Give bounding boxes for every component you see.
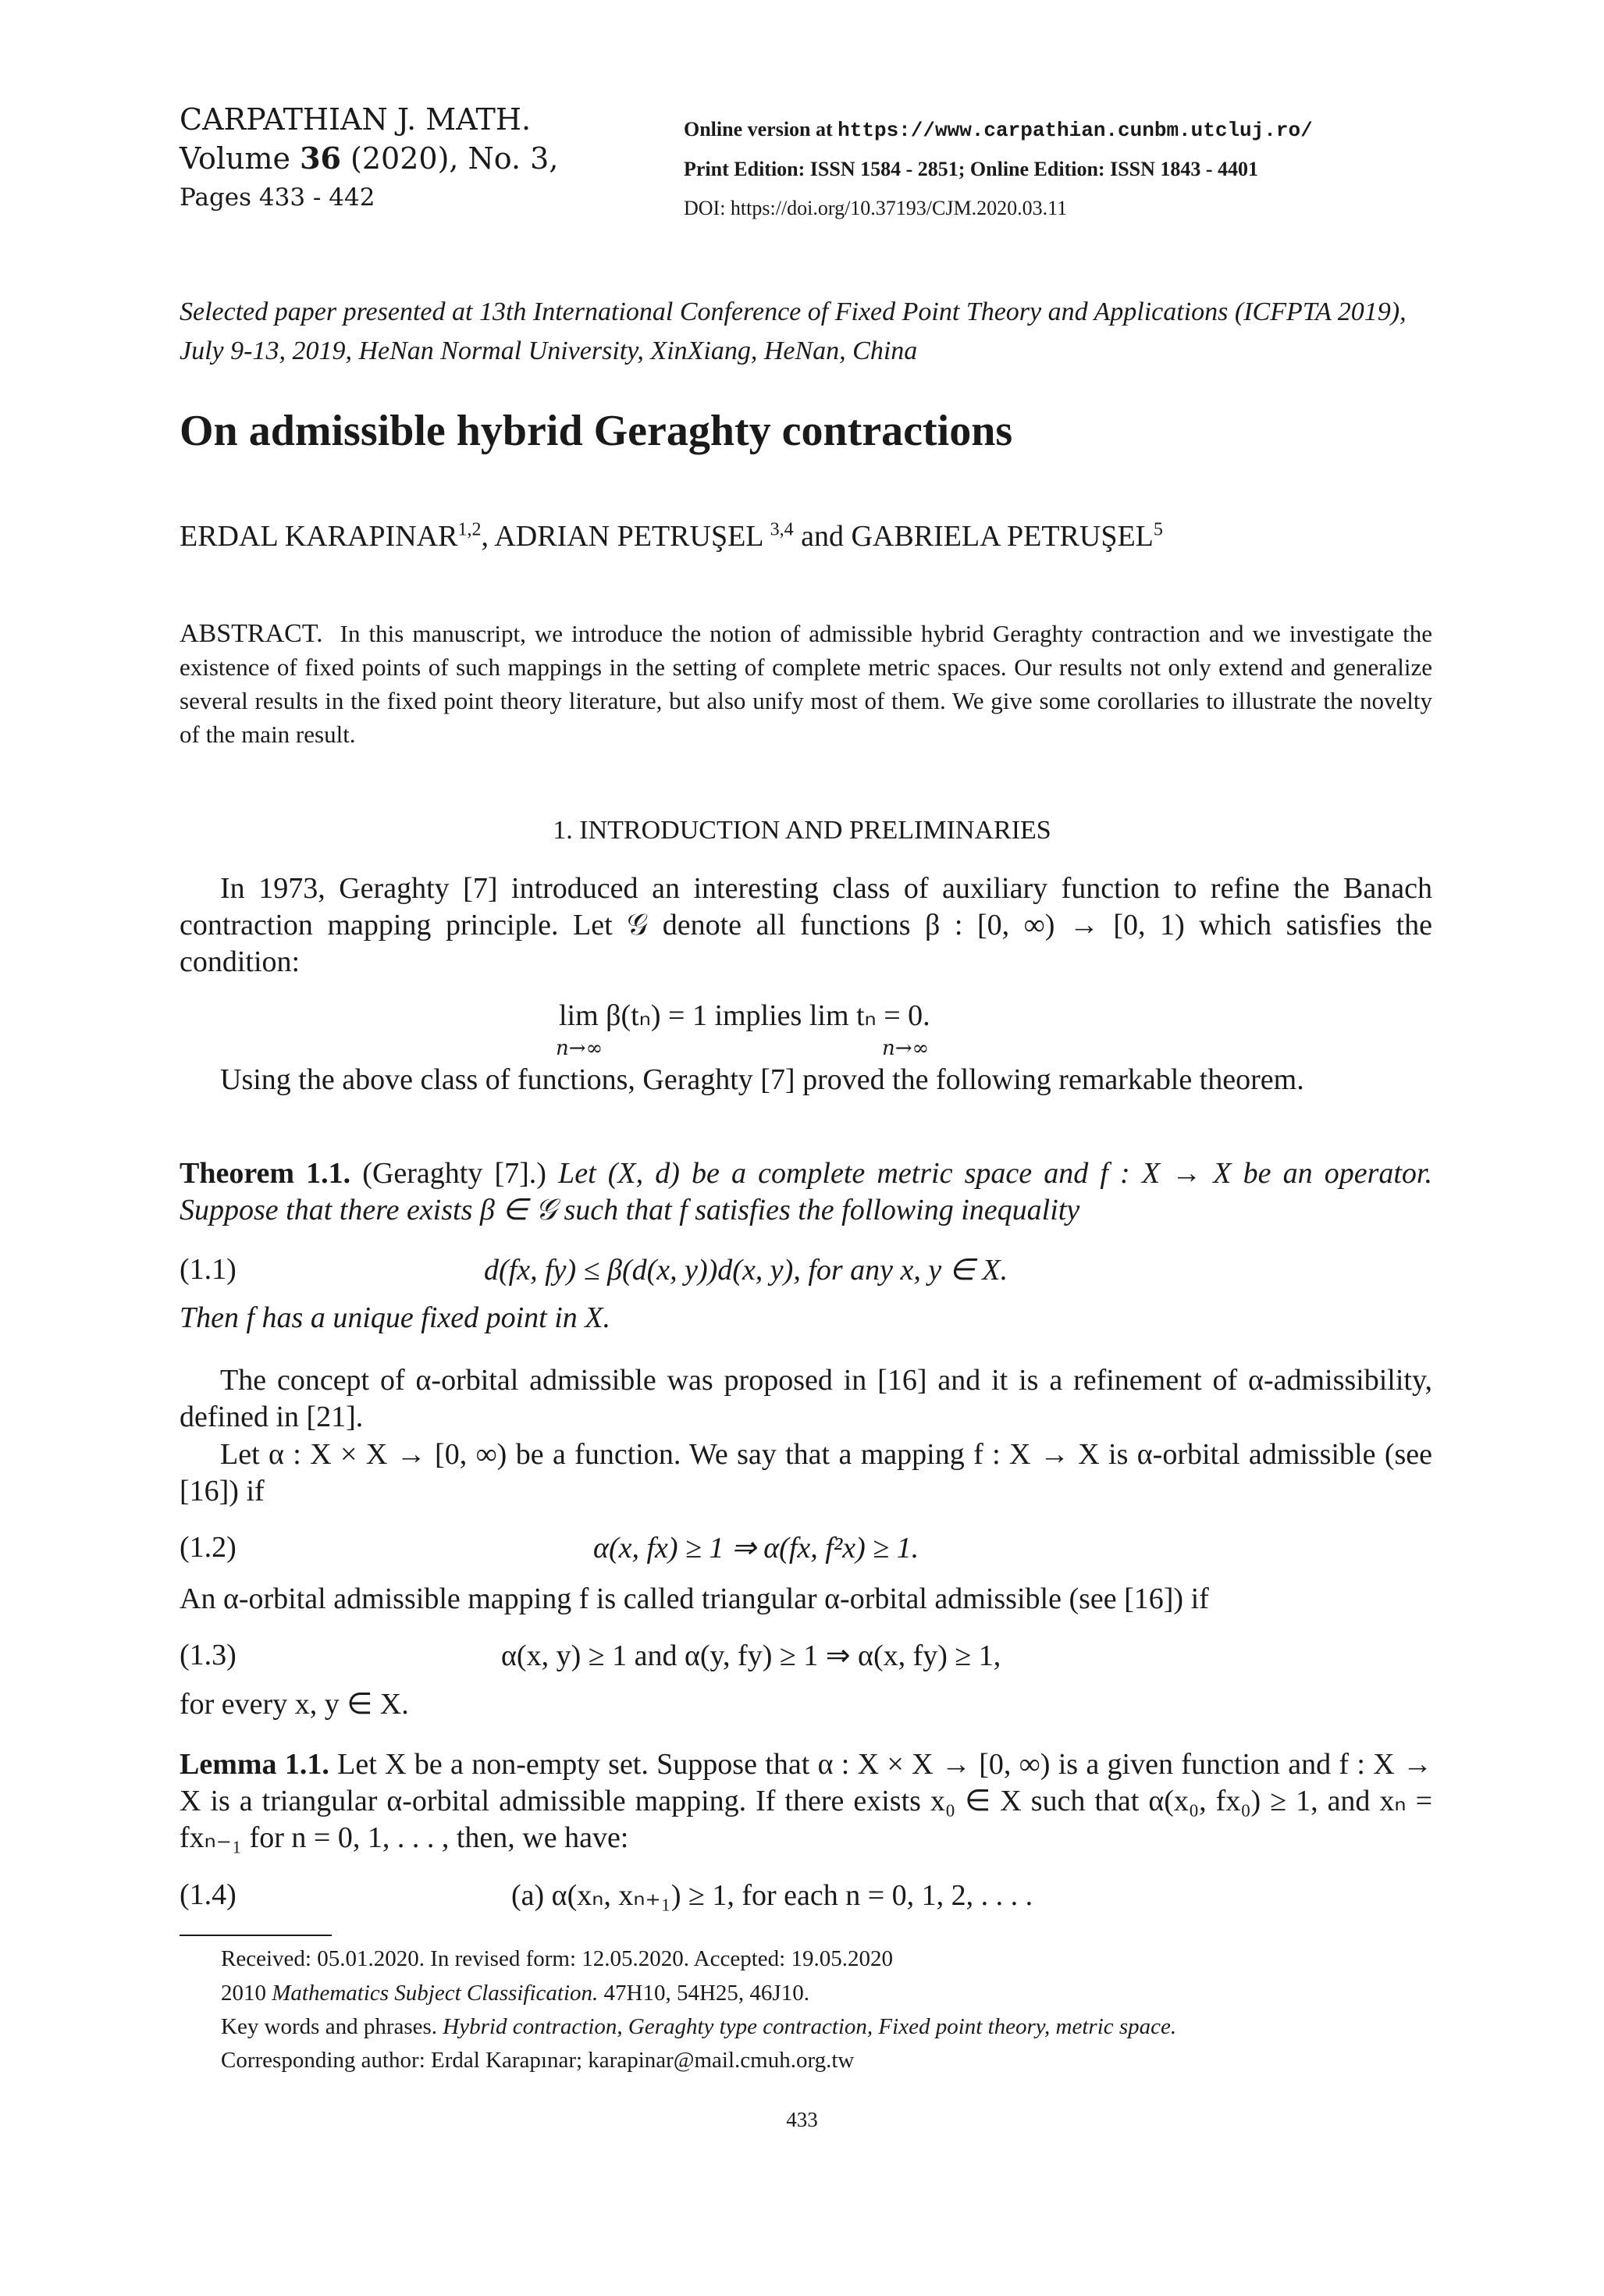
equation-1-4: (a) α(xₙ, xₙ₊₁) ≥ 1, for each n = 0, 1, 2, . . . .	[511, 1879, 1033, 1912]
abstract-text: In this manuscript, we introduce the notion of admissible hybrid Geraghty contraction and we investigate the existence of fixed points of such mappings in the setting of complete metric spaces. Our results not only extend and generalize several results in the fixed point theory literature, but also unify most of them. We give some corollaries to illustrate the novelty of the main result.	[180, 620, 1432, 748]
author-3: GABRIELA PETRUŞEL	[851, 520, 1154, 553]
section-heading: 1. INTRODUCTION AND PRELIMINARIES	[553, 816, 1051, 845]
equation-1-3: α(x, y) ≥ 1 and α(y, fy) ≥ 1 ⇒ α(x, fy) ≥ 1,	[501, 1639, 1001, 1672]
limit-equation: lim β(tₙ) = 1 implies lim tₙ = 0.	[559, 999, 930, 1032]
online-version: Online version at https://www.carpathian.cunbm.utcluj.ro/	[684, 118, 1313, 142]
paper-title: On admissible hybrid Geraghty contractions	[180, 407, 1013, 455]
abstract	[180, 617, 1432, 751]
paragraph-4: Let α : X × X → [0, ∞) be a function. We say that a mapping f : X → X is α-orbital admissible (see [16]) if	[180, 1438, 1432, 1508]
theorem-1-1	[180, 1155, 1432, 1229]
theorem-ref: (Geraghty [7].)	[362, 1157, 546, 1190]
theorem-label: Theorem 1.1.	[180, 1157, 351, 1190]
page-number: 433	[786, 2108, 818, 2131]
edition-info	[684, 110, 1313, 228]
selected-paper-note: Selected paper presented at 13th International Conference of Fixed Point Theory and Applications (ICFPTA 2019), July 9-13, 2019, HeNan Normal University, XinXiang, HeNan, China	[180, 297, 1407, 365]
authors: ERDAL KARAPINAR$^{1,2}$, ADRIAN PETRUŞEL $^{3,4}$ and GABRIELA PETRUŞEL$^5$	[180, 519, 1163, 553]
footnote-received: Received: 05.01.2020. In revised form: 12.05.2020. Accepted: 19.05.2020	[221, 1946, 893, 1971]
footnote-corresponding: Corresponding author: Erdal Karapınar; karapinar@mail.cmuh.org.tw	[221, 2048, 855, 2073]
volume-line: Volume 36 (2020), No. 3,	[180, 141, 559, 176]
print-edition: Print Edition: ISSN 1584 - 2851; Online Edition: ISSN 1843 - 4401	[684, 158, 1259, 180]
paragraph-5: An α-orbital admissible mapping f is called triangular α-orbital admissible (see [16]) if	[180, 1582, 1209, 1615]
online-url-link[interactable]: https://www.carpathian.cunbm.utcluj.ro/	[838, 119, 1313, 142]
equation-number-1-4: (1.4)	[180, 1878, 237, 1911]
paragraph-3: The concept of α-orbital admissible was proposed in [16] and it is a refinement of α-admissibility, defined in [21].	[180, 1364, 1432, 1433]
intro-paragraph: In 1973, Geraghty [7] introduced an interesting class of auxiliary function to refine the Banach contraction mapping principle. Let 𝒢 denote all functions β : [0, ∞) → [0, 1) which satisfies the condition:	[180, 872, 1432, 978]
paragraph-2: Using the above class of functions, Geraghty [7] proved the following remarkable theorem.	[220, 1063, 1304, 1096]
equation-1-1: d(fx, fy) ≤ β(d(x, y))d(x, y), for any x, y ∈ X.	[484, 1254, 1008, 1287]
equation-1-2: α(x, fx) ≥ 1 ⇒ α(fx, f²x) ≥ 1.	[593, 1532, 919, 1564]
limit-subscript-2: n→∞	[882, 1037, 930, 1060]
theorem-text: Let (X, d) be a complete metric space and f : X → X be an operator. Suppose that there exists β ∈ 𝒢 such that f satisfies the following inequality	[180, 1157, 1433, 1226]
journal-name: CARPATHIAN J. MATH.	[180, 102, 532, 137]
limit-subscript-1: n→∞	[556, 1037, 603, 1060]
author-2: ADRIAN PETRUŞEL	[494, 520, 763, 553]
pages-line: Pages 433 - 442	[180, 183, 375, 212]
footnote-rule	[180, 1935, 332, 1936]
footnote-msc: 2010 Mathematics Subject Classification. 47H10, 54H25, 46J10.	[221, 1981, 809, 2006]
abstract-label: ABSTRACT.	[180, 619, 323, 648]
volume-number: 36	[300, 141, 341, 176]
journal-header	[180, 100, 558, 217]
equation-number-1-2: (1.2)	[180, 1531, 237, 1564]
footnote-keywords: Key words and phrases. Hybrid contraction, Geraghty type contraction, Fixed point theory, metric space.	[221, 2014, 1177, 2039]
theorem-conclusion: Then f has a unique fixed point in X.	[180, 1301, 611, 1334]
lemma-label: Lemma 1.1.	[180, 1748, 329, 1781]
paragraph-6: for every x, y ∈ X.	[180, 1688, 409, 1721]
equation-number-1-1: (1.1)	[180, 1253, 237, 1286]
author-1: ERDAL KARAPINAR	[180, 520, 458, 553]
doi-link[interactable]: DOI: https://doi.org/10.37193/CJM.2020.03.11	[684, 197, 1068, 219]
lemma-text: Let X be a non-empty set. Suppose that α : X × X → [0, ∞) is a given function and f : X → X is a triangular α-orbital admissible mapping. If there exists x₀ ∈ X such that α(x₀, fx₀) ≥ 1, and xₙ = fxₙ₋₁ for n = 0, 1, . . . , then, we have:	[180, 1748, 1432, 1854]
equation-number-1-3: (1.3)	[180, 1639, 237, 1671]
lemma-1-1	[180, 1746, 1432, 1856]
